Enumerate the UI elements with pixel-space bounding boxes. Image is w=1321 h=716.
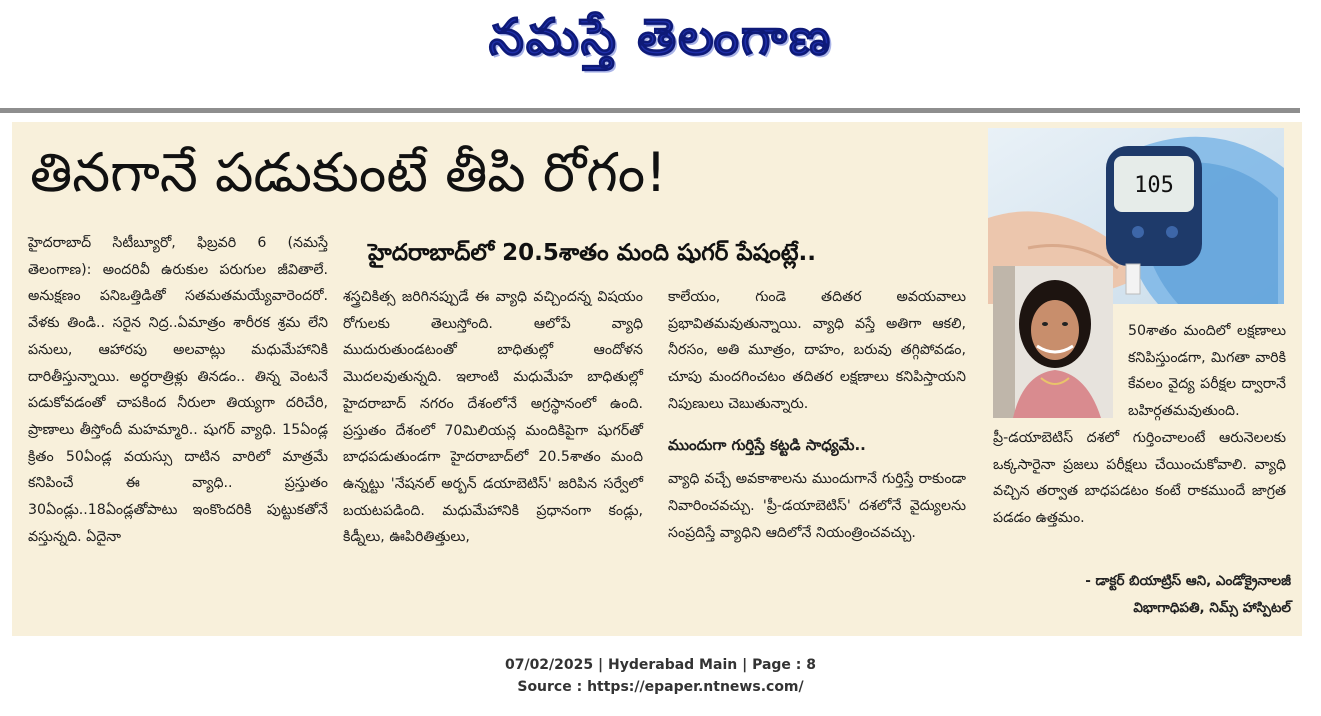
column-3-minihead: ముందుగా గుర్తిస్తే కట్టడి సాధ్యమే.. bbox=[668, 435, 866, 454]
column-1-text: హైదరాబాద్ సిటీబ్యూరో, ఫిబ్రవరి 6 (నమస్తే తెలంగాణ): అందరివీ ఉరుకుల పరుగుల జీవితాలే. అనుక్షణం పనిఒత్తిడితో సతమతమయ్యేవారెందరో. వేళకు తిండి.. సరైన నిద్ర..ఏమాత్రం శారీరక శ్రమ లేని పనులు, ఆహారపు అలవాట్లు మధుమేహానికి దారితీస్తున్నాయి. అర్ధరాత్రిళ్లు తినడం.. తిన్న వెంటనే పడుకోవడంతో చాపకింద నీరులా తియ్యగా దరిచేరి, ప్రాణాలు తీస్తోందీ మహమ్మారి.. షుగర్ వ్యాధి. 15ఏండ్ల క్రితం 50ఏండ్ల వయస్సు దాటిన వారిలో మాత్రమే కనిపించే ఈ వ్యాధి.. ప్రస్తుతం 30ఏండ్లు..18ఏండ్లతోపాటు ఇంకొందరికి పుట్టుకతోనే వస్తున్నది. ఏదైనా bbox=[28, 235, 328, 545]
glucometer-readout: 105 bbox=[1134, 173, 1174, 198]
attribution-line-2: విభాగాధిపతి, నిమ్స్ హాస్పిటల్ bbox=[1133, 600, 1291, 616]
column-3-text-top: కాలేయం, గుండె తదితర అవయవాలు ప్రభావితమవుతున్నాయి. వ్యాధి వస్తే అతిగా ఆకలి, నీరసం, అతి మూత్రం, దాహం, బరువు తగ్గిపోవడం, చూపు మందగించటం తదితర లక్షణాలు కనిపిస్తాయని నిపుణులు చెబుతున్నారు. bbox=[668, 289, 966, 412]
column-4-text-bottom: ప్రీ-డయాబెటిస్ దశలో గుర్తించాలంటే ఆరునెలలకు ఒక్కసారైనా ప్రజలు పరీక్షలు చేయించుకోవాలి. వ్యాధి వచ్చిన తర్వాత బాధపడటం కంటే రాకముందే జాగ్రత పడడం ఉత్తమం. bbox=[993, 429, 1286, 526]
page-footer bbox=[0, 654, 1321, 698]
source-link[interactable]: Source : https://epaper.ntnews.com/ bbox=[517, 679, 804, 695]
article-column-4 bbox=[993, 318, 1286, 532]
newspaper-logo: నమస్తే తెలంగాణ bbox=[488, 8, 833, 66]
article-subheadline: హైదరాబాద్‌లో 20.5శాతం మంది షుగర్ పేషంట్లే.. bbox=[368, 240, 817, 266]
article-headline: తినగానే పడుకుంటే తీపి రోగం! bbox=[30, 141, 667, 204]
article-column-1 bbox=[28, 230, 328, 550]
attribution-line-1: - డాక్టర్ బియాట్రిస్ ఆని, ఎండోక్రైనాలజీ bbox=[1085, 573, 1291, 589]
article-column-2 bbox=[343, 284, 643, 551]
masthead-divider bbox=[0, 108, 1300, 113]
column-2-text: శస్త్రచికిత్స జరిగినప్పుడే ఈ వ్యాధి వచ్చిందన్న విషయం రోగులకు తెలుస్తోంది. ఆలోపే వ్యాధి ముదురుతుండటంతో బాధితుల్లో ఆందోళన మొదలవుతున్నది. ఇలాంటి మధుమేహ బాధితుల్లో హైదరాబాద్ నగరం దేశంలోనే అగ్రస్థానంలో ఉంది. ప్రస్తుతం దేశంలో 70మిలియన్ల మందికిపైగా షుగర్‌తో బాధపడుతుండగా హైదరాబాద్‌లో 20.5శాతం మంది ఉన్నట్టు 'నేషనల్ అర్బన్ డయాబెటిస్' జరిపిన సర్వేలో బయటపడింది. మధుమేహానికి ప్రధానంగా కండ్లు, కిడ్నీలు, ఊపిరితిత్తులు, bbox=[343, 289, 643, 546]
column-3-text-bottom: వ్యాధి వచ్చే అవకాశాలను ముందుగానే గుర్తిస్తే రాకుండా నివారించవచ్చు. 'ప్రీ-డయాబెటిస్' దశలోనే వైద్యులను సంప్రదిస్తే వ్యాధిని ఆదిలోనే నియంత్రించవచ్చు. bbox=[668, 471, 966, 541]
edition-info: 07/02/2025 | Hyderabad Main | Page : 8 bbox=[504, 657, 817, 673]
column-4-text-top: 50శాతం మందిలో లక్షణాలు కనిపిస్తుండగా, మిగతా వారికి కేవలం వైద్య పరీక్షల ద్వారానే బహిర్గతమవుతుంది. bbox=[1128, 323, 1286, 420]
quote-attribution bbox=[1011, 568, 1291, 622]
masthead bbox=[0, 0, 1321, 100]
article-column-3 bbox=[668, 284, 966, 546]
